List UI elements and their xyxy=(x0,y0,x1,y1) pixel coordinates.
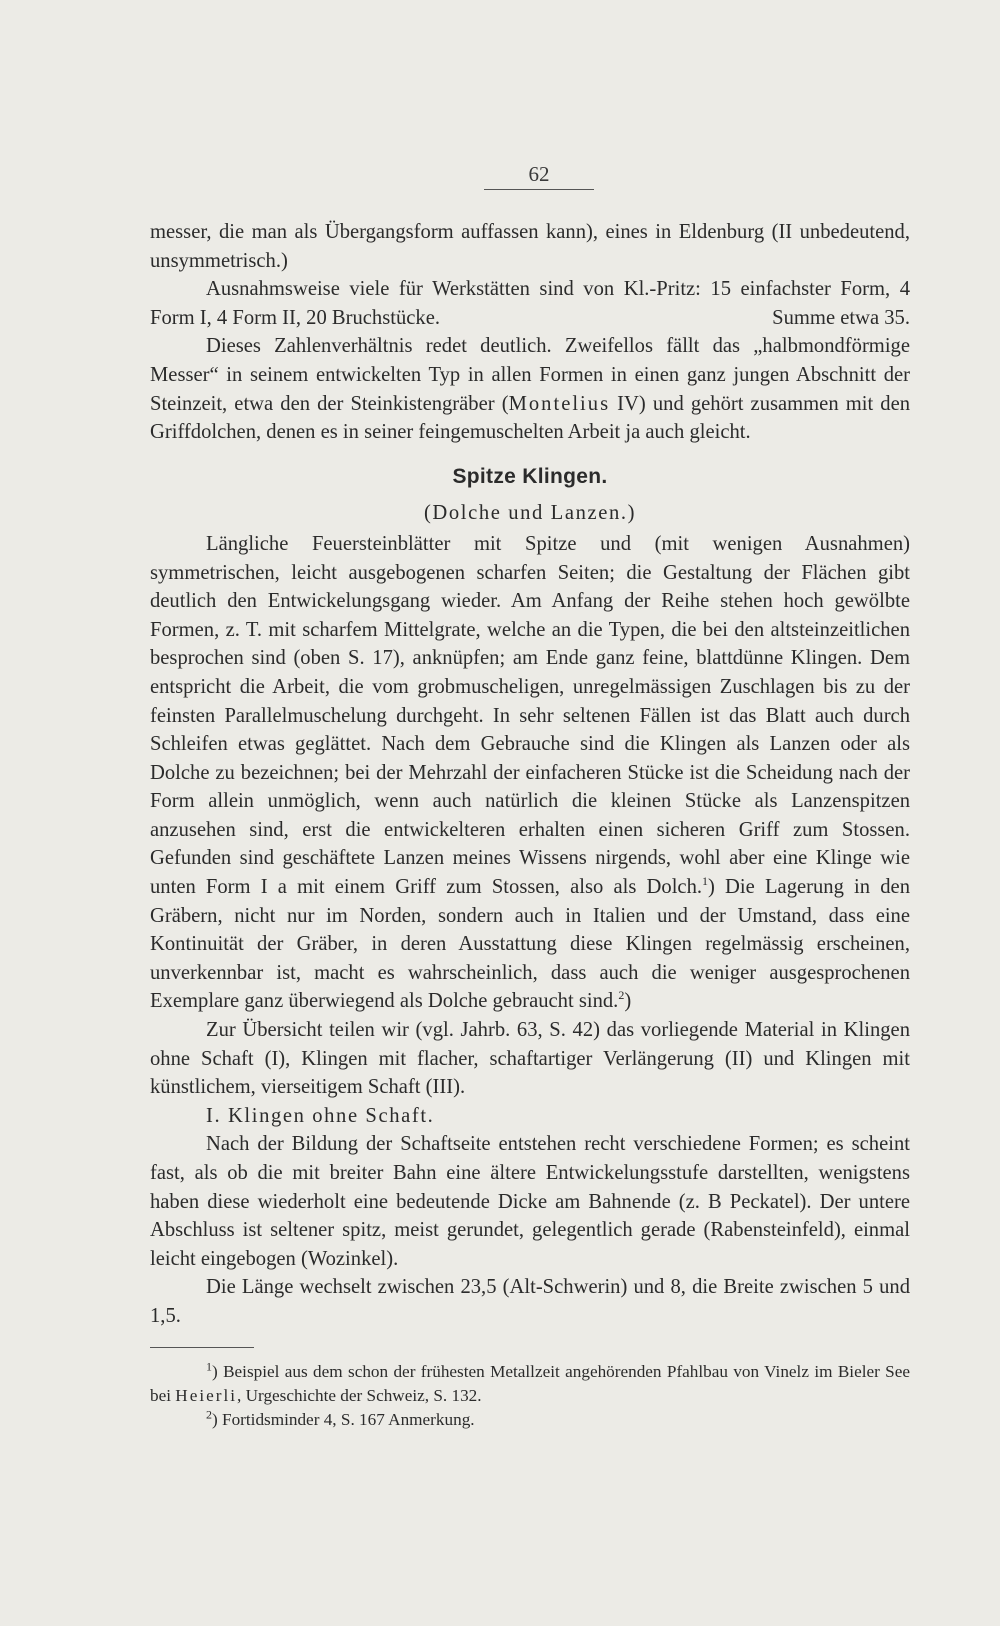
footnote-1-text-a: ) Beispiel aus dem schon der frühesten Metallzeit angehörenden Pfahlbau von Vinelz im Bieler See bei xyxy=(150,1361,910,1405)
footnote-2-text: ) Fortidsminder 4, S. 167 Anmerkung. xyxy=(212,1409,475,1429)
footnote-2 xyxy=(150,1408,910,1432)
author-name-heierli: Heierli xyxy=(175,1385,238,1405)
page-number: 62 xyxy=(484,162,594,190)
subsection-title: I. Klingen ohne Schaft. xyxy=(206,1104,435,1127)
section-subheading: (Dolche und Lanzen.) xyxy=(423,502,637,525)
paragraph-3 xyxy=(150,332,910,446)
paragraph-6: Nach der Bildung der Schaftseite entstehen recht verschiedene Formen; es scheint fast, als ob die mit breiter Bahn eine ältere Entwickelungsstufe darstellten, wenigstens haben diese wiederholt eine bedeutende Dicke am Bahnende (z. B Peckatel). Der untere Abschluss ist seltener spitz, meist gerundet, gelegentlich gerade (Rabensteinfeld), einmal leicht eingebogen (Wozinkel). xyxy=(150,1133,910,1270)
paragraph-7: Die Länge wechselt zwischen 23,5 (Alt-Schwerin) und 8, die Breite zwischen 5 und 1,5. xyxy=(150,1276,910,1327)
footnote-1 xyxy=(150,1360,910,1408)
paragraph-2-text: Ausnahmsweise viele für Werkstätten sind von Kl.-Pritz: 15 einfachster Form, 4 Form I, 4 Form II, 20 Bruchstücke. xyxy=(150,278,910,329)
footnote-1-text-b: , Urgeschichte der Schweiz, S. 132. xyxy=(237,1385,482,1405)
paragraph-3-text-a: Dieses Zahlenverhältnis redet deutlich. Zweifellos fällt das „halbmondförmige Messer“ in seinem entwickelten Typ in allen Formen in einen ganz jungen Abschnitt der Steinzeit, etwa den der Steinkistengräber ( xyxy=(150,335,910,415)
footnote-ref-2: 2 xyxy=(618,988,625,1003)
paragraph-4 xyxy=(150,530,910,1016)
paragraph-2 xyxy=(150,275,910,332)
page-body xyxy=(150,218,910,1432)
paragraph-5: Zur Übersicht teilen wir (vgl. Jahrb. 63, S. 42) das vorliegende Material in Klingen ohne Schaft (I), Klingen mit flacher, schaftartiger Verlängerung (II) und Klingen mit künstlichem, vierseitigem Schaft (III). xyxy=(150,1019,910,1099)
author-name-montelius: Montelius xyxy=(508,392,611,415)
footnote-1-mark: 1 xyxy=(206,1358,212,1373)
paragraph-4-text-a: Längliche Feuersteinblätter mit Spitze und (mit wenigen Ausnahmen) symmetrischen, leicht ausgebogenen scharfen Seiten; die Gestaltung der Flächen gibt deutlich den Entwickelungsgang wieder. Am Anfang der Reihe stehen hoch gewölbte Formen, z. T. mit scharfem Mittelgrate, welche an die Typen, die bei den altsteinzeitlichen besprochen sind (oben S. 17), anknüpfen; am Ende ganz feine, blattdünne Klingen. Dem entspricht die Arbeit, die vom grobmuscheligen, unregelmässigen Zuschlagen bis zu der feinsten Parallelmuschelung durchgeht. In sehr seltenen Fällen ist das Blatt auch durch Schleifen etwas geglättet. Nach dem Gebrauche sind die Klingen als Lanzen oder als Dolche zu bezeichnen; bei der Mehrzahl der einfacheren Stücke ist die Scheidung nach der Form allein unmöglich, wenn auch natürlich die kleinen Stücke als Lanzenspitzen anzusehen sind, erst die entwickelteren erhalten einen sicheren Griff zum Stossen. Gefunden sind geschäftete Lanzen meines Wissens nirgends, wohl aber eine Klinge wie unten Form I a mit einem Griff zum Stossen, also als Dolch. xyxy=(150,532,910,899)
section-heading: Spitze Klingen. xyxy=(452,464,608,488)
paragraph-4-text-c: ) xyxy=(624,990,632,1013)
footnote-2-mark: 2 xyxy=(206,1406,212,1421)
paragraph-2-sum: Summe etwa 35. xyxy=(772,306,910,329)
paragraph-1: messer, die man als Übergangsform auffassen kann), eines in Eldenburg (II unbedeutend, unsymmetrisch.) xyxy=(150,221,910,272)
paragraph-3-text-b: IV) und gehört zusammen mit den Griffdolchen, denen es in seiner feingemuschelten Arbeit ja auch gleicht. xyxy=(150,392,911,444)
footnote-ref-1: 1 xyxy=(702,874,709,889)
paragraph-4-text-b: ) Die Lagerung in den Gräbern, nicht nur im Norden, sondern auch in Italien und der Umstand, dass eine Kontinuität der Gräber, in deren Ausstattung diese Klingen regelmässig erscheinen, unverkennbar ist, macht es wahrscheinlich, dass auch die weniger ausgesprochenen Exemplare ganz überwiegend als Dolche gebraucht sind. xyxy=(150,876,910,1013)
footnote-divider xyxy=(150,1347,254,1348)
